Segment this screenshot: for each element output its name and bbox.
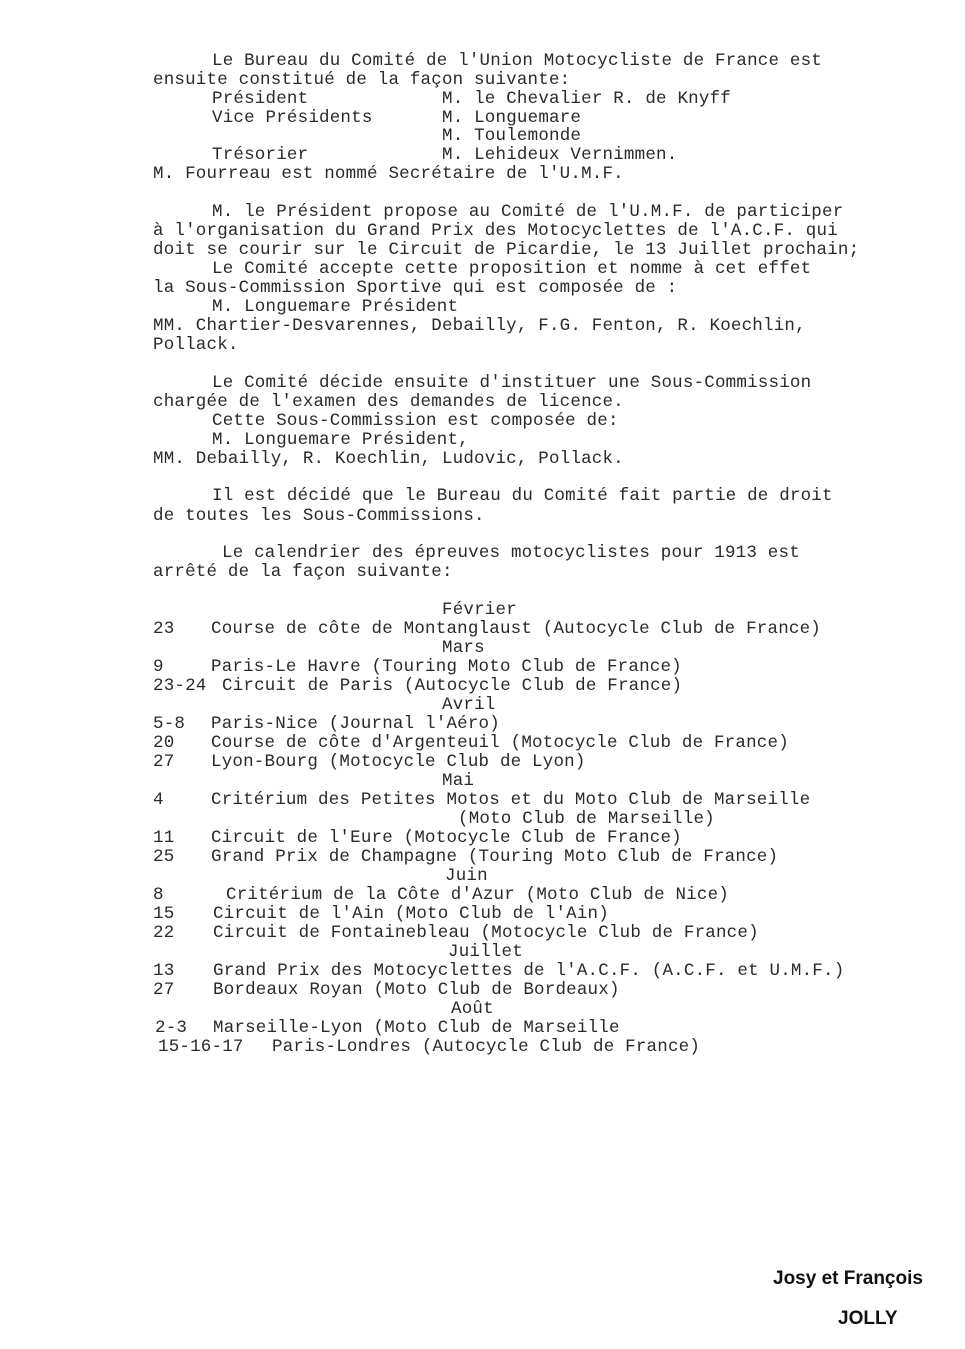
- event-date: 22: [153, 923, 175, 943]
- member-name: M. Lehideux Vernimmen.: [442, 145, 678, 165]
- grand-prix-line: MM. Chartier-Desvarennes, Debailly, F.G. Fenton, R. Koechlin,: [153, 316, 806, 336]
- grand-prix-line: Le Comité accepte cette proposition et nomme à cet effet: [212, 259, 812, 279]
- event-date: 20: [153, 733, 175, 753]
- event-date: 15: [153, 904, 175, 924]
- member-name: M. le Chevalier R. de Knyff: [442, 89, 731, 109]
- event-name: Paris-Le Havre (Touring Moto Club de France): [211, 657, 682, 677]
- event-date: 15-16-17: [158, 1037, 244, 1057]
- calendar-intro-line-2: arrêté de la façon suivante:: [153, 562, 453, 582]
- grand-prix-line: M. Longuemare Président: [212, 297, 459, 317]
- grand-prix-line: M. le Président propose au Comité de l'U.M.F. de participer: [212, 202, 844, 222]
- event-date: 4: [153, 790, 164, 810]
- credit-line-1: Josy et François: [773, 1268, 923, 1289]
- event-name: Grand Prix des Motocyclettes de l'A.C.F. (A.C.F. et U.M.F.): [213, 961, 845, 981]
- event-name: Circuit de Fontainebleau (Motocycle Club de France): [213, 923, 759, 943]
- bureau-rule-line: de toutes les Sous-Commissions.: [153, 506, 485, 526]
- bureau-rule-line: Il est décidé que le Bureau du Comité fait partie de droit: [212, 486, 833, 506]
- event-name: Paris-Nice (Journal l'Aéro): [211, 714, 500, 734]
- bureau-intro-line-1: Le Bureau du Comité de l'Union Motocycliste de France est: [212, 51, 822, 71]
- event-name: Marseille-Lyon (Moto Club de Marseille: [213, 1018, 620, 1038]
- event-name: Course de côte d'Argenteuil (Motocycle Club de France): [211, 733, 789, 753]
- member-role: Président: [212, 89, 309, 109]
- event-date: 11: [153, 828, 175, 848]
- event-date: 27: [153, 752, 175, 772]
- event-name: Critérium des Petites Motos et du Moto Club de Marseille: [211, 790, 811, 810]
- event-name: Circuit de l'Ain (Moto Club de l'Ain): [213, 904, 609, 924]
- month-heading: Août: [451, 999, 494, 1019]
- month-heading: Mars: [442, 638, 485, 658]
- event-name: Circuit de l'Eure (Motocycle Club de France): [211, 828, 682, 848]
- credit-line-2: JOLLY: [838, 1308, 898, 1329]
- event-name: Circuit de Paris (Autocycle Club de France): [222, 676, 683, 696]
- month-heading: Juin: [445, 866, 488, 886]
- licence-line: Cette Sous-Commission est composée de:: [212, 411, 619, 431]
- member-role: Vice Présidents: [212, 108, 373, 128]
- event-name: Course de côte de Montanglaust (Autocycle Club de France): [211, 619, 821, 639]
- bureau-intro-line-2: ensuite constitué de la façon suivante:: [153, 70, 571, 90]
- event-date: 8: [153, 885, 164, 905]
- month-heading: Février: [442, 600, 517, 620]
- calendar-intro-line-1: Le calendrier des épreuves motocyclistes pour 1913 est: [222, 543, 800, 563]
- member-role: Trésorier: [212, 145, 309, 165]
- event-date: 9: [153, 657, 164, 677]
- event-date: 5-8: [153, 714, 186, 734]
- member-name: M. Longuemare: [442, 108, 582, 128]
- licence-line: Le Comité décide ensuite d'instituer une Sous-Commission: [212, 373, 812, 393]
- event-date: 27: [153, 980, 175, 1000]
- licence-line: MM. Debailly, R. Koechlin, Ludovic, Pollack.: [153, 449, 624, 469]
- grand-prix-line: à l'organisation du Grand Prix des Motocyclettes de l'A.C.F. qui: [153, 221, 838, 241]
- month-heading: Avril: [442, 695, 496, 715]
- event-date: 23: [153, 619, 175, 639]
- event-name: Critérium de la Côte d'Azur (Moto Club de Nice): [226, 885, 729, 905]
- secretary-line: M. Fourreau est nommé Secrétaire de l'U.M.F.: [153, 164, 624, 184]
- grand-prix-line: Pollack.: [153, 335, 239, 355]
- grand-prix-line: doit se courir sur le Circuit de Picardie, le 13 Juillet prochain;: [153, 240, 860, 260]
- event-name: (Moto Club de Marseille): [458, 809, 715, 829]
- licence-line: chargée de l'examen des demandes de licence.: [153, 392, 624, 412]
- month-heading: Juillet: [448, 942, 523, 962]
- grand-prix-line: la Sous-Commission Sportive qui est composée de :: [153, 278, 678, 298]
- event-date: 25: [153, 847, 175, 867]
- event-name: Grand Prix de Champagne (Touring Moto Club de France): [211, 847, 779, 867]
- event-name: Paris-Londres (Autocycle Club de France): [272, 1037, 701, 1057]
- event-date: 13: [153, 961, 175, 981]
- member-name: M. Toulemonde: [442, 126, 582, 146]
- event-date: 2-3: [155, 1018, 188, 1038]
- month-heading: Mai: [442, 771, 475, 791]
- event-name: Bordeaux Royan (Moto Club de Bordeaux): [213, 980, 620, 1000]
- licence-line: M. Longuemare Président,: [212, 430, 469, 450]
- event-name: Lyon-Bourg (Motocycle Club de Lyon): [211, 752, 586, 772]
- event-date: 23-24: [153, 676, 207, 696]
